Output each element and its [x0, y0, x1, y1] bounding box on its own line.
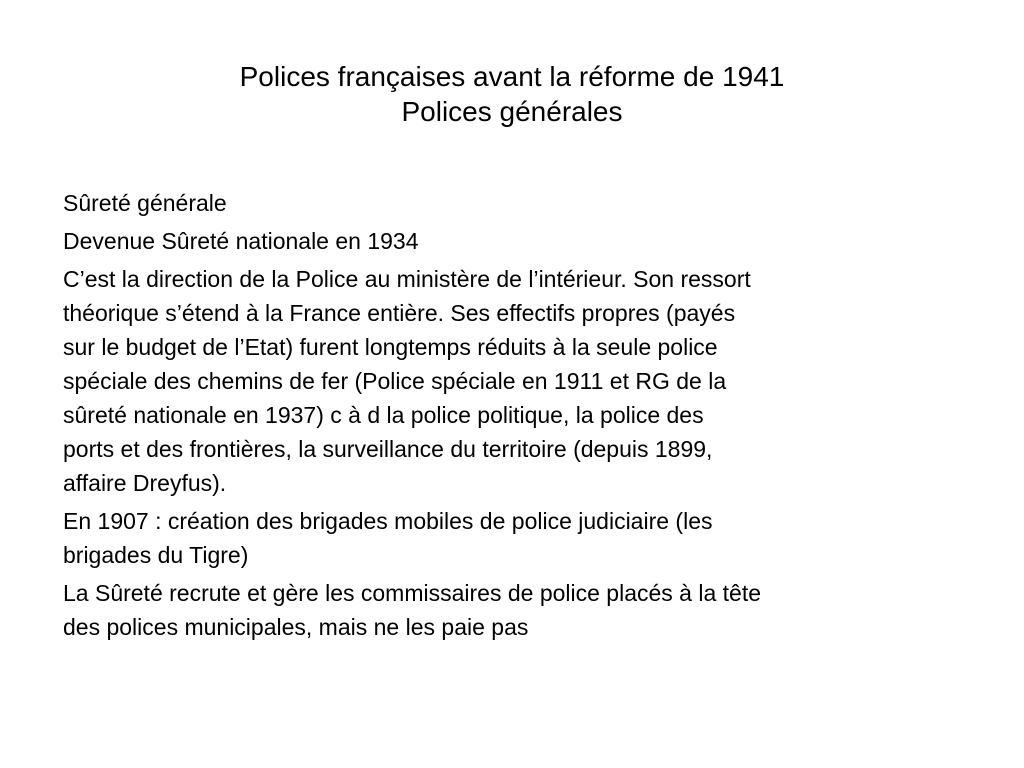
paragraph-line: sur le budget de l’Etat) furent longtemps réduits à la seule police — [63, 334, 718, 360]
title-line-2: Polices générales — [401, 96, 623, 127]
paragraph-line: C’est la direction de la Police au ministère de l’intérieur. Son ressort — [63, 266, 751, 292]
paragraph-line: ports et des frontières, la surveillance du territoire (depuis 1899, — [63, 436, 713, 462]
paragraph-line: sûreté nationale en 1937) c à d la police politique, la police des — [63, 402, 704, 428]
paragraph-line: spéciale des chemins de fer (Police spéciale en 1911 et RG de la — [63, 368, 727, 394]
paragraph-surete-nationale — [63, 224, 953, 258]
paragraph-commissaires — [63, 576, 953, 644]
paragraph-direction-police — [63, 262, 953, 500]
paragraph-surete-generale — [63, 186, 953, 220]
paragraph-brigades-mobiles — [63, 504, 953, 572]
paragraph-line: En 1907 : création des brigades mobiles de police judiciaire (les — [63, 508, 713, 534]
paragraph-line: La Sûreté recrute et gère les commissaires de police placés à la tête — [63, 580, 762, 606]
slide-title — [100, 59, 924, 129]
paragraph-line: Devenue Sûreté nationale en 1934 — [63, 228, 419, 254]
paragraph-line: des polices municipales, mais ne les paie pas — [63, 614, 529, 640]
slide-body — [63, 186, 953, 644]
paragraph-line: Sûreté générale — [63, 190, 227, 216]
paragraph-line: affaire Dreyfus). — [63, 470, 227, 496]
title-line-1: Polices françaises avant la réforme de 1941 — [239, 61, 785, 92]
paragraph-line: brigades du Tigre) — [63, 542, 249, 568]
paragraph-line: théorique s’étend à la France entière. Ses effectifs propres (payés — [63, 300, 736, 326]
